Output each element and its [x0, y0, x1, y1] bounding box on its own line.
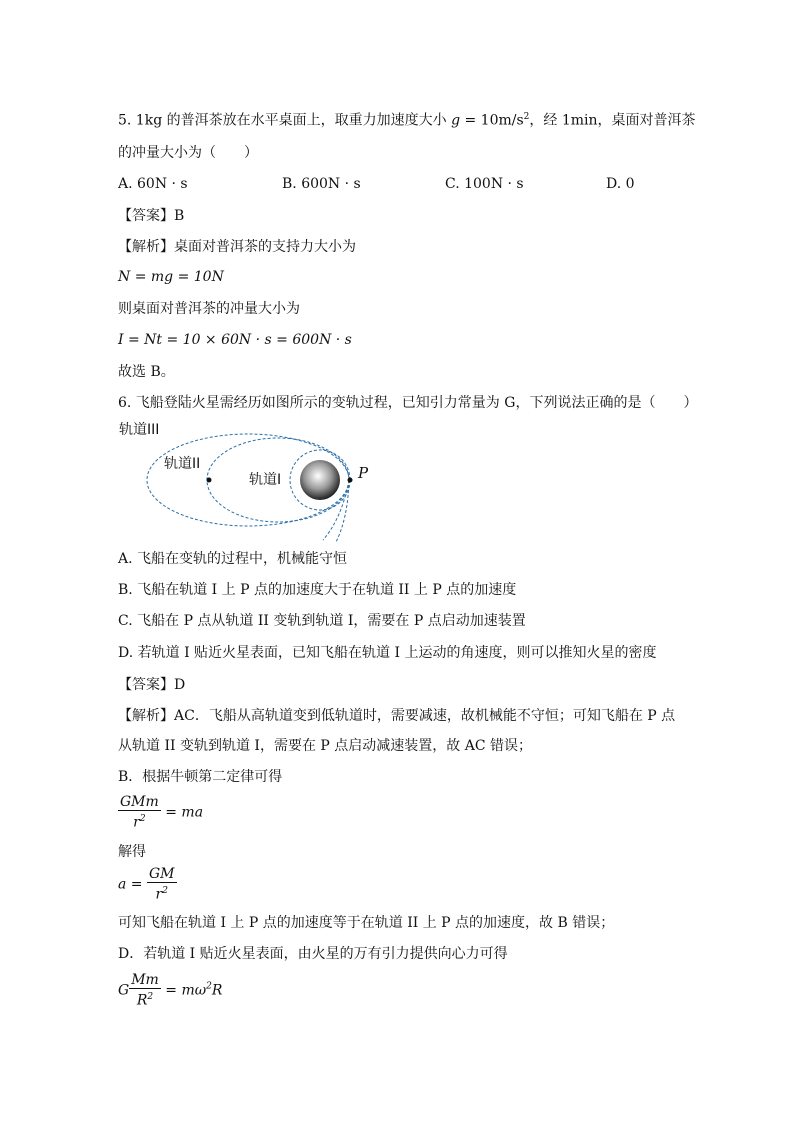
- q6-analysis-line1: 【解析】AC．飞船从高轨道变到低轨道时，需要减速，故机械能不守恒；可知飞船在 P 点: [118, 708, 676, 724]
- fraction-numerator: GM: [148, 866, 175, 882]
- q5-option-b: B. 600N · s: [282, 176, 361, 192]
- equation-rhs: = ma: [160, 804, 204, 821]
- fraction-denominator: $r^2$: [155, 886, 168, 903]
- fraction: [147, 866, 177, 903]
- orbit-iii-label: 轨道III: [119, 422, 160, 438]
- equation-rhs: = mω: [160, 982, 207, 999]
- q6-answer: 【答案】D: [118, 677, 186, 693]
- q5-conclusion: 故选 B。: [118, 364, 175, 380]
- fraction: [118, 794, 161, 831]
- q6-solve-label: 解得: [118, 844, 146, 860]
- point-p-label: P: [358, 464, 369, 482]
- mars-planet: [300, 460, 340, 500]
- transfer-tail-2: [336, 480, 349, 542]
- q5-g-exponent: 2: [523, 112, 530, 122]
- orbit-ii-point: [207, 478, 212, 483]
- fraction-numerator: Mm: [131, 972, 159, 988]
- q6-stem: 6. 飞船登陆火星需经历如图所示的变轨过程，已知引力常量为 G，下列说法正确的是（ ）: [118, 395, 698, 411]
- orbit-i-label: 轨道I: [249, 472, 282, 488]
- q6-equation-newton: [118, 794, 203, 831]
- fraction: [129, 972, 161, 1009]
- q6-equation-acceleration: [118, 866, 177, 903]
- q5-stem-tail: ，经 1min，桌面对普洱茶: [529, 112, 696, 129]
- q6-analysis-b: B．根据牛顿第二定律可得: [118, 769, 283, 785]
- q5-line-impulse: 则桌面对普洱茶的冲量大小为: [118, 301, 300, 317]
- fraction-denominator: $R^2$: [136, 992, 154, 1009]
- q5-option-d: D. 0: [606, 176, 635, 192]
- q6-conclusion-b: 可知飞船在轨道 I 上 P 点的加速度等于在轨道 II 上 P 点的加速度，故 B 错误；: [118, 915, 615, 931]
- equation-lhs: a =: [118, 876, 147, 893]
- orbit-diagram: [118, 418, 378, 543]
- q5-g-value: = 10m/s: [460, 112, 524, 129]
- q6-option-c: C. 飞船在 P 点从轨道 II 变轨到轨道 I，需要在 P 点启动加速装置: [118, 613, 526, 629]
- fraction-denominator: $r^2$: [133, 814, 146, 831]
- q5-option-c: C. 100N · s: [445, 176, 524, 192]
- q5-formula-normal-force: N = mg = 10N: [118, 269, 224, 285]
- fraction-numerator: GMm: [120, 794, 159, 810]
- q5-g-symbol: g: [451, 112, 461, 129]
- equation-tail: R: [211, 982, 223, 999]
- q6-option-a: A. 飞船在变轨的过程中，机械能守恒: [118, 551, 348, 567]
- q6-analysis-d: D．若轨道 I 贴近火星表面，由火星的万有引力提供向心力可得: [118, 946, 508, 962]
- q6-option-b: B. 飞船在轨道 I 上 P 点的加速度大于在轨道 II 上 P 点的加速度: [118, 582, 517, 598]
- q5-stem-line2: 的冲量大小为（ ）: [118, 145, 258, 161]
- q5-option-a: A. 60N · s: [118, 176, 188, 192]
- gravity-constant: G: [118, 982, 130, 999]
- q6-analysis-line2: 从轨道 II 变轨到轨道 I，需要在 P 点启动减速装置，故 AC 错误；: [118, 738, 532, 754]
- q6-option-d: D. 若轨道 I 贴近火星表面，已知飞船在轨道 I 上运动的角速度，则可以推知火星的密度: [118, 645, 657, 661]
- q6-equation-gravity: G $\frac{Mm}{R^2}$ = $m\omega^2R$: [118, 972, 223, 1009]
- q5-stem-text: 5. 1kg 的普洱茶放在水平桌面上，取重力加速度大小: [118, 112, 447, 129]
- point-p-dot: [348, 478, 353, 483]
- q5-stem-line1: [118, 107, 696, 131]
- orbit-ii-label: 轨道II: [164, 456, 201, 472]
- q5-answer: 【答案】B: [118, 208, 185, 224]
- q5-formula-impulse: I = Nt = 10 × 60N · s = 600N · s: [118, 332, 352, 348]
- q5-analysis: 【解析】桌面对普洱茶的支持力大小为: [118, 239, 356, 255]
